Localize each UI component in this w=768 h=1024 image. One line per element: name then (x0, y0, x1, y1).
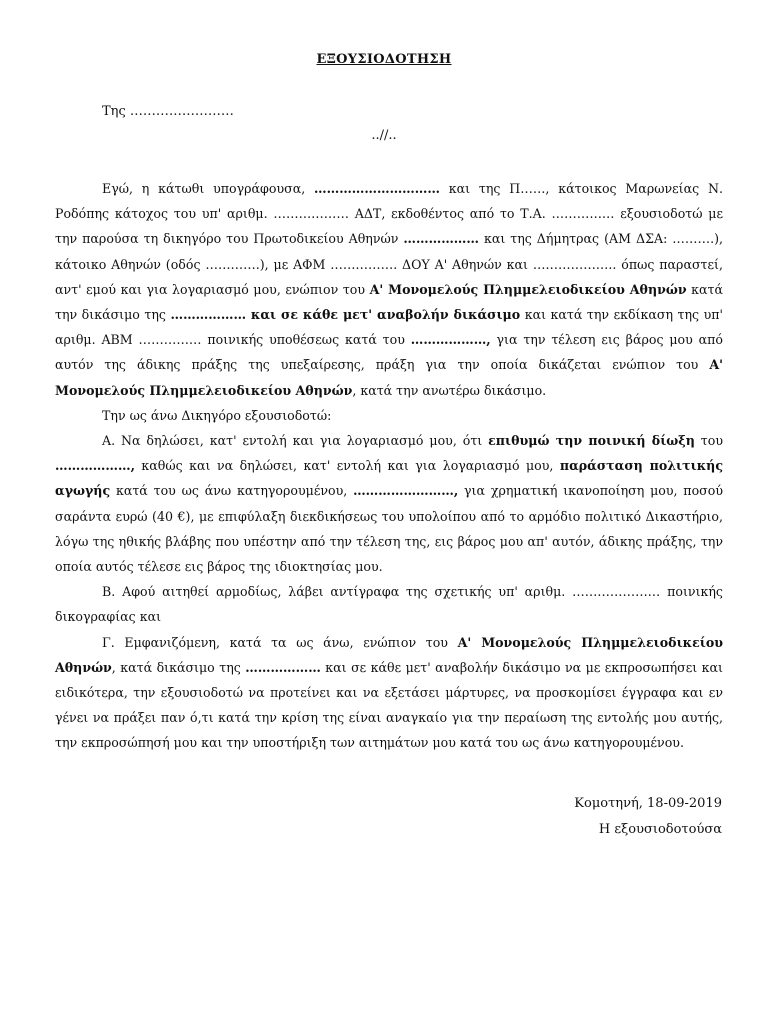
blank-field: ……………… (403, 231, 479, 247)
blank-field: ……………………, (353, 483, 459, 499)
text-segment: για χρηματική ικανοποίηση μου, ποσού σαράντα ευρώ (40 €), με επιφύλαξη διεκδικήσεως του υπολοίπου από το αρμόδιο πολιτικό Δικαστήριο, λόγω της ηθικής βλάβης που υπέστην από την τέλεση της, εις βάρος μου απ' αυτόν, άδικης πράξης, την οποία αυτός τέλεσε εις βάρος της ιδιοκτησίας μου. (55, 483, 723, 575)
center-mark: ..//.. (371, 128, 397, 143)
paragraph-authorization (55, 176, 723, 403)
text-segment: Εγώ, η κάτωθι υπογράφουσα, (102, 181, 315, 196)
blank-field: ………………………… (314, 181, 440, 196)
text-segment: και της Π……, κάτοικος Μαρωνείας Ν. Ροδόπης κάτοχος του υπ' αριθμ. ……………… ΑΔΤ, εκδοθέντος από το Τ.Α. …………… εξουσιοδοτώ με την παρούσα τη δικηγόρο του Πρωτοδικείου Αθηνών (55, 181, 723, 247)
text-segment: Γ. Εμφανιζόμενη, κατά τα ως άνω, ενώπιον του (102, 634, 458, 650)
text-segment: και σε κάθε μετ' αναβολήν δικάσιμο να με εκπροσωπήσει και ειδικότερα, την εξουσιοδοτώ να προτείνει και να εξετάσει μάρτυρες, να προσκομίσει έγγραφα και εν γένει να πράξει παν ό,τι κατά την κρίση της είναι αναγκαίο για την περαίωση της εντολής μου αυτής, την εκπροσώπησή μου και την υποστήριξη των αιτημάτων μου κατά του ως άνω κατηγορουμένου. (55, 659, 723, 751)
text-segment: για την τέλεση εις βάρος μου από αυτόν της άδικης πράξης της υπεξαίρεσης, πράξη για την οποία δικάζεται ενώπιον του (55, 332, 723, 373)
document-body (55, 176, 723, 756)
blank-field: ………………, (55, 458, 135, 474)
text-segment: καθώς και να δηλώσει, κατ' εντολή και για λογαριασμό μου, (134, 458, 560, 474)
signer-label: Η εξουσιοδοτούσα (598, 822, 722, 837)
paragraph-intro: Την ως άνω Δικηγόρο εξουσιοδοτώ: (102, 407, 332, 423)
text-segment: κατά του ως άνω κατηγορουμένου, (110, 483, 354, 499)
text-segment: , κατά δικάσιμο της (111, 659, 246, 675)
tis-line: Της …………………… (102, 104, 234, 119)
court-name: Α' Μονομελούς Πλημμελειοδικείου Αθηνών (55, 634, 723, 675)
text-segment: κατά την δικάσιμο της (55, 281, 723, 323)
text-segment: και κατά την εκδίκαση της υπ' αριθμ. ΑΒΜ …………… ποινικής υποθέσεως κατά του (55, 307, 723, 348)
prosecution-statement: επιθυμώ την ποινική δίωξη (488, 433, 695, 449)
defendant-blank: ………………, (410, 332, 491, 348)
place-date: Κομοτηνή, 18-09-2019 (574, 796, 722, 811)
hearing-date: ……………… και σε κάθε μετ' αναβολήν δικάσιμο (170, 307, 521, 323)
paragraph-item-c (55, 630, 723, 756)
text-segment: , κατά την ανωτέρω δικάσιμο. (352, 382, 547, 398)
document-title: ΕΞΟΥΣΙΟΔΟΤΗΣΗ (316, 52, 452, 67)
civil-claim-statement: παράσταση πολιτικής αγωγής (55, 458, 723, 499)
text-segment: και της Δήμητρας (ΑΜ ΔΣΑ: ……….), κάτοικο Αθηνών (οδός ………….), με ΑΦΜ ……………. ΔΟΥ Α' Αθηνών και ……………….. όπως παραστεί, αντ' εμού και για λογαριασμό μου, ενώπιον του (55, 231, 723, 297)
hearing-date: ……………… (245, 659, 321, 675)
court-name: Α' Μονομελούς Πλημμελειοδικείου Αθηνών (55, 357, 723, 398)
text-segment: του (694, 433, 723, 449)
paragraph-item-a (55, 428, 723, 579)
court-name: Α' Μονομελούς Πλημμελειοδικείου Αθηνών (369, 281, 687, 297)
text-segment: Α. Να δηλώσει, κατ' εντολή και για λογαριασμό μου, ότι (102, 433, 489, 449)
paragraph-item-b: Β. Αφού αιτηθεί αρμοδίως, λάβει αντίγραφα της σχετικής υπ' αριθμ. ………………… ποινικής δικογραφίας και (55, 584, 723, 625)
